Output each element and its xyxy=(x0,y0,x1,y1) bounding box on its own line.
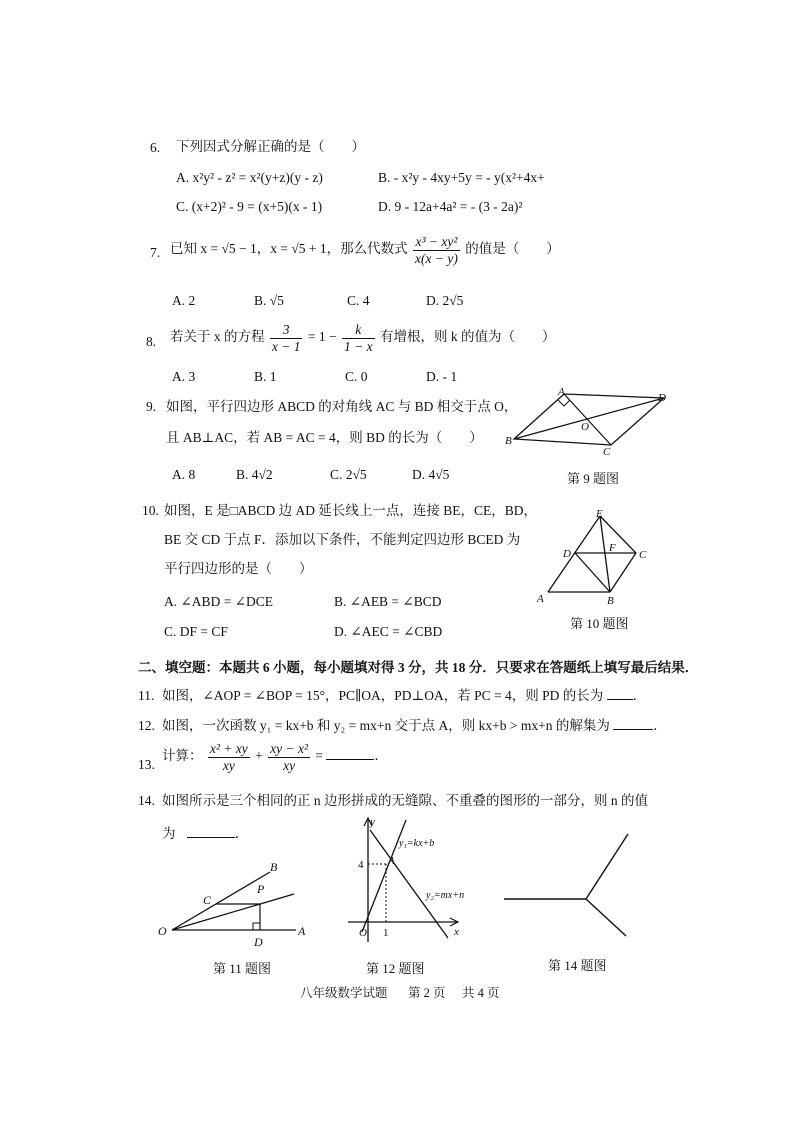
q6-option-c: C. (x+2)² - 9 = (x+5)(x - 1) xyxy=(176,199,323,214)
q8-fraction-1-numerator: 3 xyxy=(270,322,303,339)
q7-option-a: A. 2 xyxy=(172,293,196,308)
q10-label-b: B xyxy=(607,595,614,607)
q9-option-d: D. 4√5 xyxy=(412,467,450,482)
q13-fraction-1-denominator: xy xyxy=(222,757,235,773)
q11-stem xyxy=(162,688,646,704)
q11-figure xyxy=(152,852,322,952)
q10-label-c: C xyxy=(639,549,647,561)
q9-option-b: B. 4√2 xyxy=(236,467,273,482)
q6-option-d: D. 9 - 12a+4a² = - (3 - 2a)² xyxy=(378,199,523,214)
q10-label-f: F xyxy=(609,542,616,554)
q10-line-2: BE 交 CD 于点 F．添加以下条件，不能判定四边形 BCED 为 xyxy=(164,532,521,547)
q11-label-o: O xyxy=(158,924,167,938)
q7-option-d: D. 2√5 xyxy=(426,293,464,308)
q10-line-eb xyxy=(600,516,610,592)
q6-option-a: A. x²y² - z² = x²(y+z)(y - z) xyxy=(176,170,323,185)
q8-option-a: A. 3 xyxy=(172,369,196,384)
footer-total-pages: 共 4 页 xyxy=(462,986,500,1000)
q9-label-a: A xyxy=(558,386,565,398)
q8-fraction-1 xyxy=(270,322,303,354)
q12-label-line-y1: y₁=kx+b xyxy=(399,838,435,849)
q8-fraction-2-numerator: k xyxy=(342,322,375,339)
q13-answer-blank xyxy=(326,759,374,760)
q13-end: ． xyxy=(374,748,388,764)
q13-fraction-2-numerator: xy − x² xyxy=(270,741,309,756)
q10-label-d: D xyxy=(563,548,571,560)
q8-option-c: C. 0 xyxy=(345,369,368,384)
q14-edge-lower-right xyxy=(586,899,626,936)
q11-label-a: A xyxy=(298,924,306,938)
q10-line-bc xyxy=(610,553,636,592)
q8-option-d: D. - 1 xyxy=(426,369,458,384)
q10-option-b: B. ∠AEB = ∠BCD xyxy=(334,594,442,609)
q10-label-e: E xyxy=(596,508,603,520)
q7-option-b: B. √5 xyxy=(254,293,284,308)
q11-label-c: C xyxy=(203,893,212,907)
q9-label-b: B xyxy=(505,435,512,447)
q14-number: 14. xyxy=(138,793,155,808)
q13-plus: + xyxy=(255,748,263,764)
q12-label-point-a: A xyxy=(388,855,395,867)
q12-label-y: y xyxy=(370,816,375,828)
q11-number: 11. xyxy=(138,688,155,703)
q14-caption: 第 14 题图 xyxy=(548,958,607,973)
q11-end: ． xyxy=(632,688,647,703)
q12-stem xyxy=(162,718,667,734)
q14-edge-upper-right xyxy=(586,834,628,899)
q9-label-c: C xyxy=(603,446,611,458)
q14-end: ． xyxy=(234,826,249,841)
q7-fraction-numerator: x³ − xy² xyxy=(413,234,460,251)
q7-stem xyxy=(170,234,560,266)
q10-option-a: A. ∠ABD = ∠DCE xyxy=(164,594,273,609)
q9-parallelogram xyxy=(514,394,664,445)
q10-label-a: A xyxy=(537,593,544,605)
footer-page-number: 第 2 页 xyxy=(408,986,446,1000)
q14-line-1: 如图所示是三个相同的正 n 边形拼成的无缝隙、不重叠的图形的一部分，则 n 的值 xyxy=(162,793,648,808)
q7-option-c: C. 4 xyxy=(347,293,370,308)
q13-fraction-1 xyxy=(208,741,250,773)
q7-fraction-denominator: x(x − y) xyxy=(415,250,458,266)
q11-label-b: B xyxy=(270,860,278,874)
q12-label-origin: O xyxy=(359,927,367,939)
q9-figure xyxy=(500,384,680,458)
q6-stem: 下列因式分解正确的是（ ） xyxy=(176,139,365,154)
q10-line-db xyxy=(575,553,610,592)
q10-figure xyxy=(530,506,660,608)
q10-line-1: 如图，E 是□ABCD 边 AD 延长线上一点，连接 BE，CE，BD， xyxy=(164,503,538,518)
q8-number: 8. xyxy=(146,334,157,349)
q12-end: ． xyxy=(653,718,667,733)
q13-stem xyxy=(162,741,388,773)
q11-caption: 第 11 题图 xyxy=(213,961,272,976)
q12-label-x: x xyxy=(454,926,459,938)
q14-line-2-text: 为 xyxy=(162,826,176,841)
q9-option-a: A. 8 xyxy=(172,467,196,482)
q9-label-o: O xyxy=(581,421,589,433)
q14-line-2 xyxy=(162,826,248,842)
q11-label-d: D xyxy=(254,935,263,949)
q8-fraction-1-denominator: x − 1 xyxy=(271,338,301,354)
q13-fraction-2 xyxy=(268,741,310,773)
q10-option-d: D. ∠AEC = ∠CBD xyxy=(334,624,443,639)
q9-option-c: C. 2√5 xyxy=(330,467,367,482)
q11-ray-ob xyxy=(172,872,270,930)
q9-number: 9. xyxy=(146,399,157,414)
q13-equals: = xyxy=(315,748,324,764)
footer-subject: 八年级数学试题 xyxy=(300,986,388,1000)
q9-right-angle-mark xyxy=(558,400,570,406)
q8-stem xyxy=(170,322,555,354)
section-2-heading: 二、填空题：本题共 6 小题，每小题填对得 3 分，共 18 分．只要求在答题纸上填写最后结果． xyxy=(138,660,699,675)
q6-number: 6. xyxy=(150,140,161,155)
q10-line-ae xyxy=(548,516,600,592)
q12-answer-blank xyxy=(613,729,653,730)
q9-line-1: 如图，平行四边形 ABCD 的对角线 AC 与 BD 相交于点 O， xyxy=(166,399,518,414)
q12-caption: 第 12 题图 xyxy=(366,961,425,976)
q9-line-2: 且 AB⊥AC，若 AB = AC = 4，则 BD 的长为（ ） xyxy=(166,430,483,445)
q11-ray-op xyxy=(172,894,294,930)
q14-answer-blank xyxy=(187,837,235,838)
q13-pre: 计算： xyxy=(162,748,203,764)
q12-figure xyxy=(340,814,470,948)
q9-caption: 第 9 题图 xyxy=(567,471,620,486)
q14-figure xyxy=(500,830,650,940)
q8-fraction-2-denominator: 1 − x xyxy=(343,338,373,354)
q9-label-d: D xyxy=(658,392,666,404)
q11-right-angle-mark xyxy=(253,923,260,930)
q13-fraction-1-numerator: x² + xy xyxy=(209,741,248,756)
q8-stem-mid: = 1 − xyxy=(307,329,337,345)
q7-stem-pre: 已知 x = √5 − 1，x = √5 + 1，那么代数式 xyxy=(170,241,408,257)
q12-label-line-y2: y₂=mx+n xyxy=(426,890,465,901)
q8-stem-post: 有增根，则 k 的值为（ ） xyxy=(379,329,556,345)
q12-text: 如图，一次函数 y₁ = kx+b 和 y₂ = mx+n 交于点 A，则 kx+b > mx+n 的解集为 xyxy=(162,718,610,733)
q11-text: 如图，∠AOP = ∠BOP = 15°，PC∥OA，PD⊥OA，若 PC = 4，则 PD 的长为 xyxy=(162,688,604,703)
q10-number: 10. xyxy=(142,503,159,518)
q13-number: 13. xyxy=(138,757,155,772)
q11-answer-blank xyxy=(607,699,633,700)
q12-number: 12. xyxy=(138,718,155,733)
q13-fraction-2-denominator: xy xyxy=(283,757,296,773)
q10-line-ec xyxy=(600,516,636,553)
q6-option-b: B. - x²y - 4xy+5y = - y(x²+4x+ xyxy=(378,170,545,185)
q11-label-p: P xyxy=(257,882,265,896)
q12-label-four: 4 xyxy=(358,859,364,871)
q8-stem-pre: 若关于 x 的方程 xyxy=(170,329,265,345)
q8-fraction-2 xyxy=(342,322,375,354)
q7-fraction xyxy=(413,234,460,266)
q12-label-one: 1 xyxy=(383,927,389,939)
q8-option-b: B. 1 xyxy=(254,369,277,384)
q7-number: 7. xyxy=(150,245,161,260)
q7-stem-post: 的值是（ ） xyxy=(465,241,560,257)
q10-line-3: 平行四边形的是（ ） xyxy=(164,561,313,576)
q10-caption: 第 10 题图 xyxy=(570,616,629,631)
q10-option-c: C. DF = CF xyxy=(164,624,228,639)
